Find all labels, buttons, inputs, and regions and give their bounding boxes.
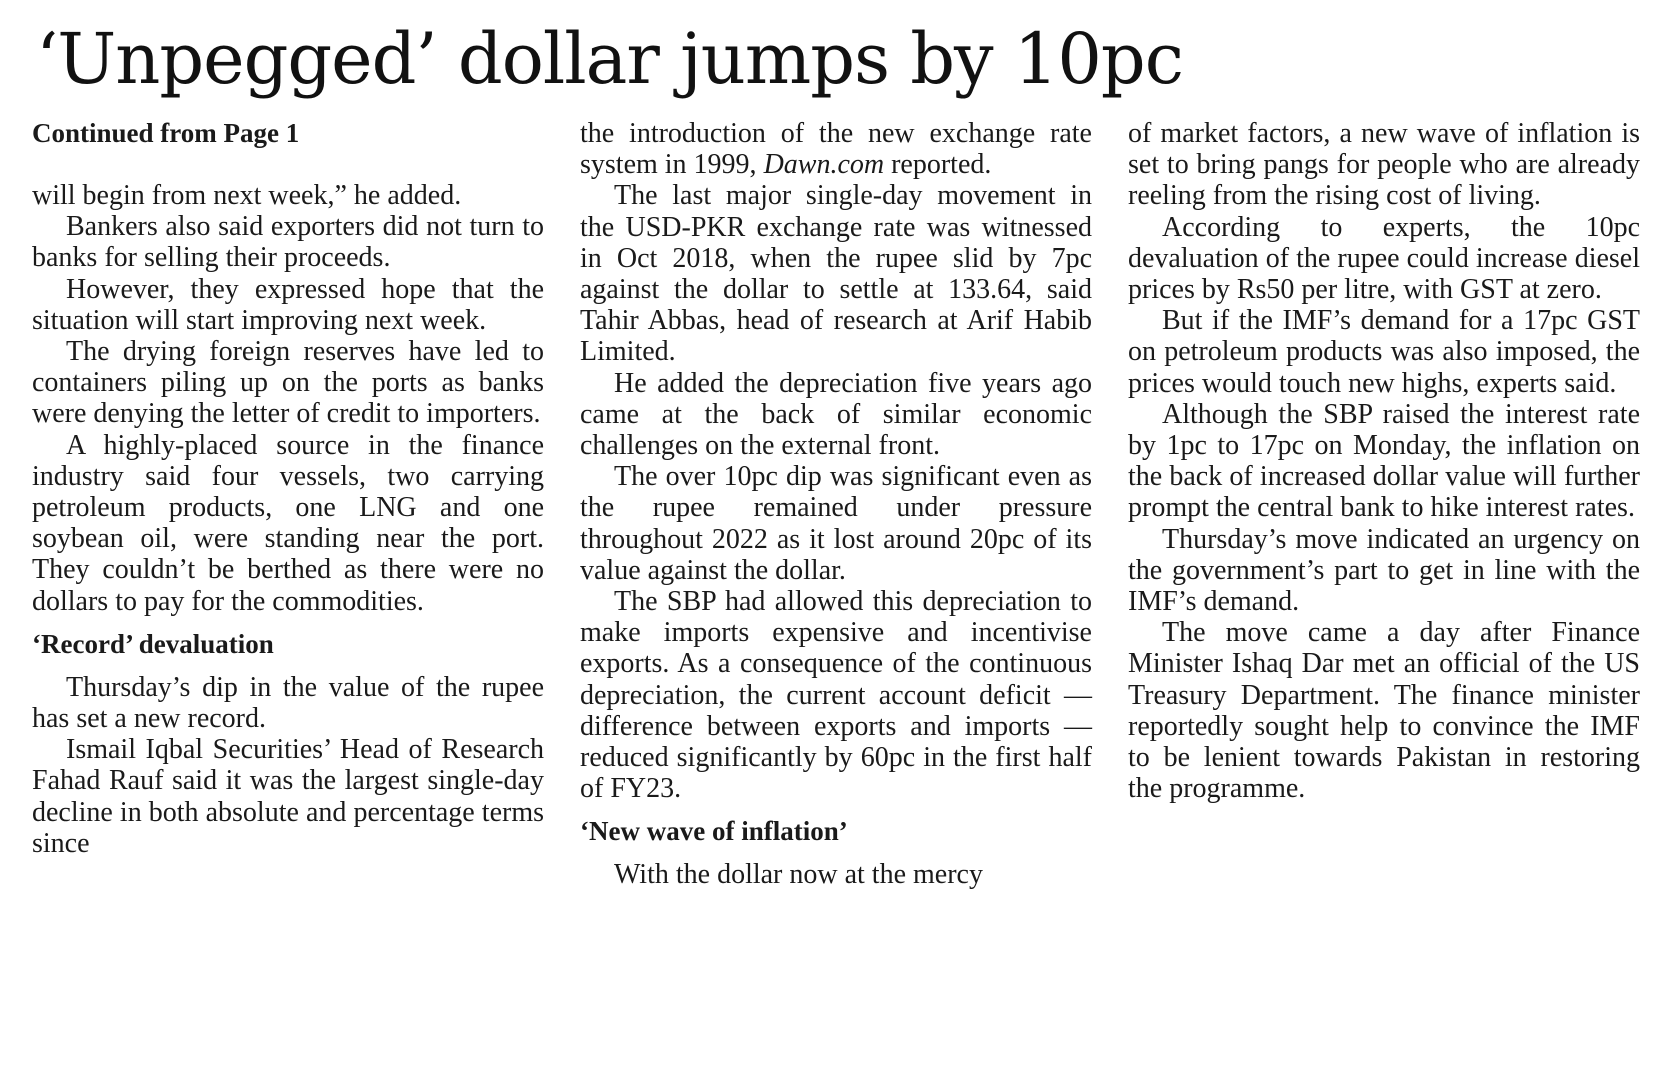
paragraph: According to experts, the 10pc devaluation of the rupee could increase diesel prices by Rs50 per litre, with GST at zero. bbox=[1128, 211, 1640, 306]
paragraph: Thursday’s dip in the value of the rupee has set a new record. bbox=[32, 671, 544, 735]
paragraph: Thursday’s move indicated an urgency on the government’s part to get in line with the IMF’s demand. bbox=[1128, 523, 1640, 618]
paragraph: Ismail Iqbal Securities’ Head of Research Fahad Rauf said it was the largest single-day decline in both absolute and percentage terms since bbox=[32, 734, 544, 859]
paragraph bbox=[580, 118, 1092, 180]
paragraph: The drying foreign reserves have led to containers piling up on the ports as banks were denying the letter of credit to importers. bbox=[32, 336, 544, 430]
paragraph-text: the introduction of the new exchange rate system in 1999, bbox=[580, 118, 1092, 181]
article-column-2 bbox=[580, 118, 1092, 891]
headline: ‘Unpegged’ dollar jumps by 10pc bbox=[36, 18, 1183, 100]
paragraph: The last major single-day movement in the USD-PKR exchange rate was witnessed in Oct 2018, when the rupee slid by 7pc against the dollar to settle at 133.64, said Tahir Abbas, head of research at Arif Habib Limited. bbox=[580, 180, 1092, 368]
subheading: ‘New wave of inflation’ bbox=[580, 816, 848, 847]
paragraph: However, they expressed hope that the situation will start improving next week. bbox=[32, 273, 544, 336]
continued-label: Continued from Page 1 bbox=[32, 118, 300, 148]
paragraph: He added the depreciation five years ago came at the back of similar economic challenges on the external front. bbox=[580, 367, 1092, 462]
article-column-1 bbox=[32, 118, 544, 859]
paragraph: of market factors, a new wave of inflation is set to bring pangs for people who are already reeling from the rising cost of living. bbox=[1128, 118, 1640, 212]
subheading: ‘Record’ devaluation bbox=[32, 628, 274, 659]
paragraph: The SBP had allowed this depreciation to make imports expensive and incentivise exports. As a consequence of the continuous depreciation, the current account deficit — difference between exports and imports — reduced significantly by 60pc in the first half of FY23. bbox=[580, 586, 1092, 805]
paragraph: will begin from next week,” he added. bbox=[32, 180, 462, 211]
paragraph-text: reported. bbox=[891, 149, 992, 181]
paragraph: A highly-placed source in the finance industry said four vessels, two carrying petroleum products, one LNG and one soybean oil, were standing near the port. They couldn’t be berthed as there were no dollars to pay for the commodities. bbox=[32, 429, 544, 617]
paragraph: With the dollar now at the mercy bbox=[614, 859, 983, 891]
paragraph: Bankers also said exporters did not turn to banks for selling their proceeds. bbox=[32, 211, 544, 274]
article-column-3 bbox=[1128, 118, 1640, 804]
paragraph: The over 10pc dip was significant even as the rupee remained under pressure throughout 2022 as it lost around 20pc of its value against the dollar. bbox=[580, 461, 1092, 586]
source-name: Dawn.com bbox=[763, 149, 885, 181]
paragraph: Although the SBP raised the interest rate by 1pc to 17pc on Monday, the inflation on the back of increased dollar value will further prompt the central bank to hike interest rates. bbox=[1128, 398, 1640, 524]
paragraph: The move came a day after Finance Minister Ishaq Dar met an official of the US Treasury Department. The finance minister reportedly sought help to convince the IMF to be lenient towards Pakistan in restoring the programme. bbox=[1128, 617, 1640, 805]
paragraph: But if the IMF’s demand for a 17pc GST on petroleum products was also imposed, the prices would touch new highs, experts said. bbox=[1128, 305, 1640, 399]
